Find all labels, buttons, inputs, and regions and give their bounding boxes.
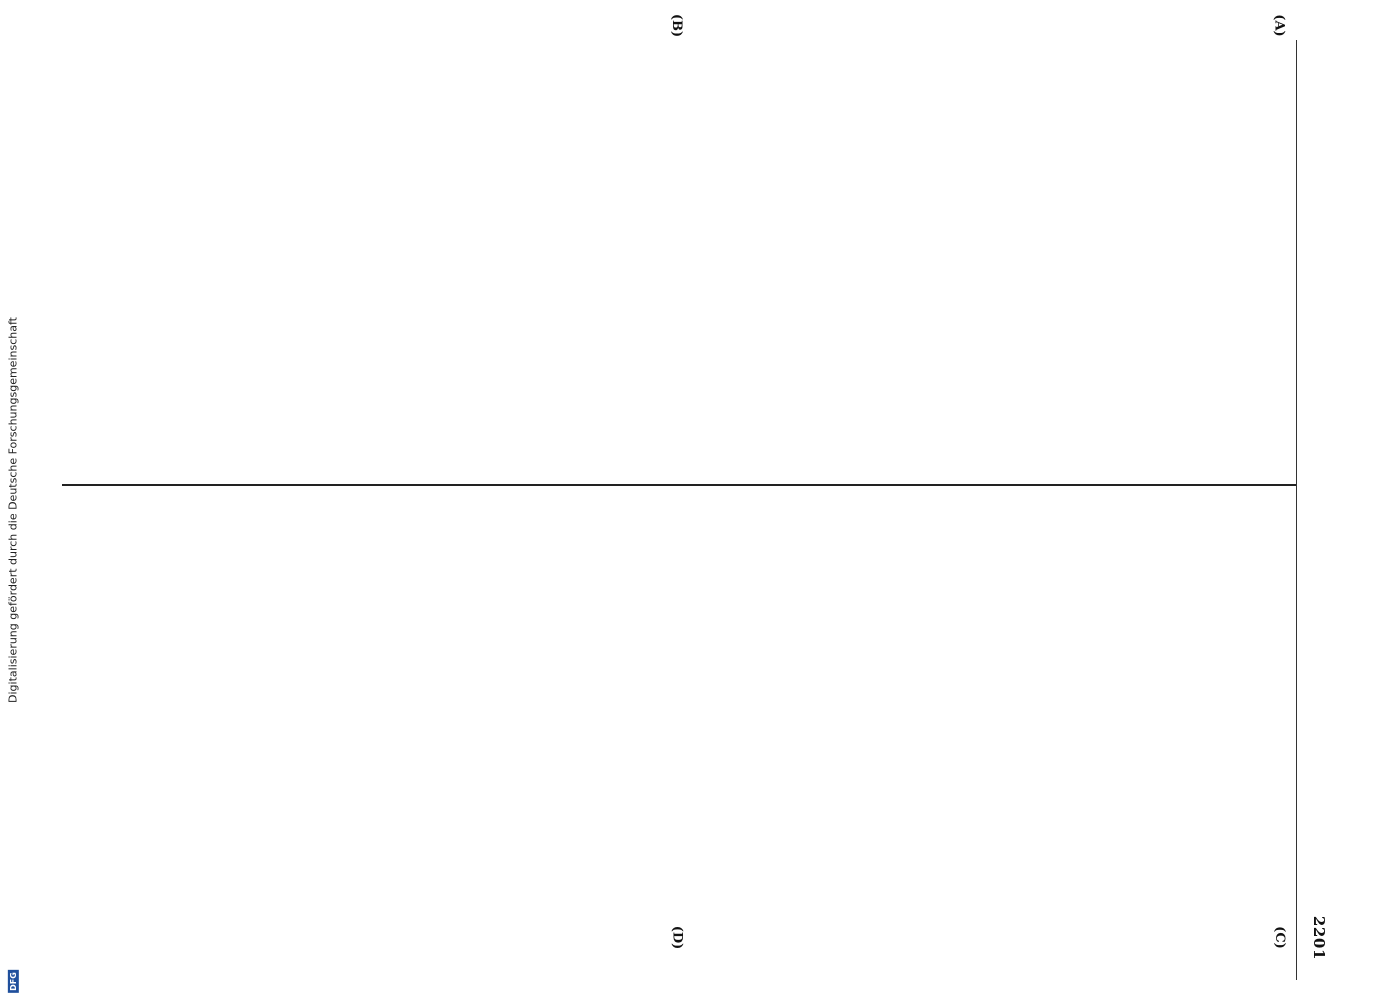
right-column [80, 500, 1290, 930]
left-column-text [80, 40, 1290, 470]
digitization-credit: Digitalisierung gefördert durch die Deutsche Forschungsgemeinschaft [6, 317, 20, 703]
right-column-text [80, 500, 1290, 930]
dfg-logo-text: DFG [8, 971, 18, 991]
running-head-text [1310, 40, 1328, 960]
column-divider [62, 484, 1296, 486]
margin-marker-b: (B) [669, 13, 685, 38]
header-divider [1296, 40, 1297, 980]
digitization-footer [0, 0, 26, 1000]
margin-marker-a: (A) [1271, 14, 1287, 37]
running-head [1300, 0, 1338, 1000]
margin-marker-d: (D) [669, 925, 685, 950]
margin-marker-c: (C) [1271, 926, 1287, 949]
left-column [80, 40, 1290, 470]
dfg-logo-icon [3, 968, 23, 994]
page-number: 2201 [1310, 915, 1328, 960]
